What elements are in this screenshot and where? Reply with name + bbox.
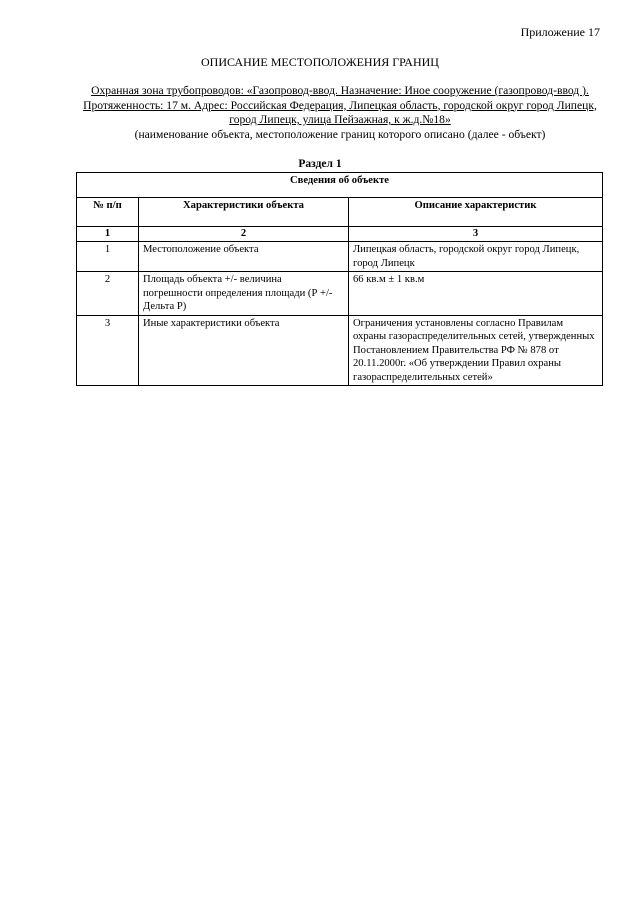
table-row — [77, 315, 603, 386]
column-number: 2 — [139, 227, 349, 242]
row-number: 1 — [77, 242, 139, 272]
table-row — [77, 272, 603, 316]
header-characteristic: Характеристики объекта — [139, 198, 349, 227]
row-description: Ограничения установлены согласно Правилам охраны газораспределительных сетей, утвержденных Постановлением Правительства РФ № 878 от 20.11.2000г. «Об утверждении Правил охраны газораспределительных сетей» — [349, 315, 603, 386]
table-row — [77, 242, 603, 272]
appendix-label: Приложение 17 — [520, 25, 600, 39]
document-title: ОПИСАНИЕ МЕСТОПОЛОЖЕНИЯ ГРАНИЦ — [201, 55, 439, 69]
section-title: Раздел 1 — [298, 158, 342, 170]
row-characteristic: Иные характеристики объекта — [139, 315, 349, 386]
table-header-row — [77, 198, 603, 227]
table-caption-row — [77, 173, 603, 198]
object-name: Охранная зона трубопроводов: «Газопровод-ввод. Назначение: Иное сооружение (газопровод-ввод ). Протяженность: 17 м. Адрес: Российская Федерация, Липецкая область, городской округ город Липецк, город Липецк, улица Пейзажная, к ж.д.№18» — [83, 84, 597, 126]
column-number-row — [77, 227, 603, 242]
header-num: № п/п — [77, 198, 139, 227]
object-info-table — [76, 172, 603, 386]
table-caption: Сведения об объекте — [77, 173, 603, 198]
column-number: 1 — [77, 227, 139, 242]
row-characteristic: Площадь объекта +/- величина погрешности определения площади (Р +/- Дельта Р) — [139, 272, 349, 316]
row-description: 66 кв.м ± 1 кв.м — [349, 272, 603, 316]
header-description: Описание характеристик — [349, 198, 603, 227]
row-description: Липецкая область, городской округ город Липецк, город Липецк — [349, 242, 603, 272]
row-number: 2 — [77, 272, 139, 316]
column-number: 3 — [349, 227, 603, 242]
object-name-note: (наименование объекта, местоположение границ которого описано (далее - объект) — [134, 127, 546, 141]
object-description — [78, 84, 602, 142]
row-number: 3 — [77, 315, 139, 386]
row-characteristic: Местоположение объекта — [139, 242, 349, 272]
